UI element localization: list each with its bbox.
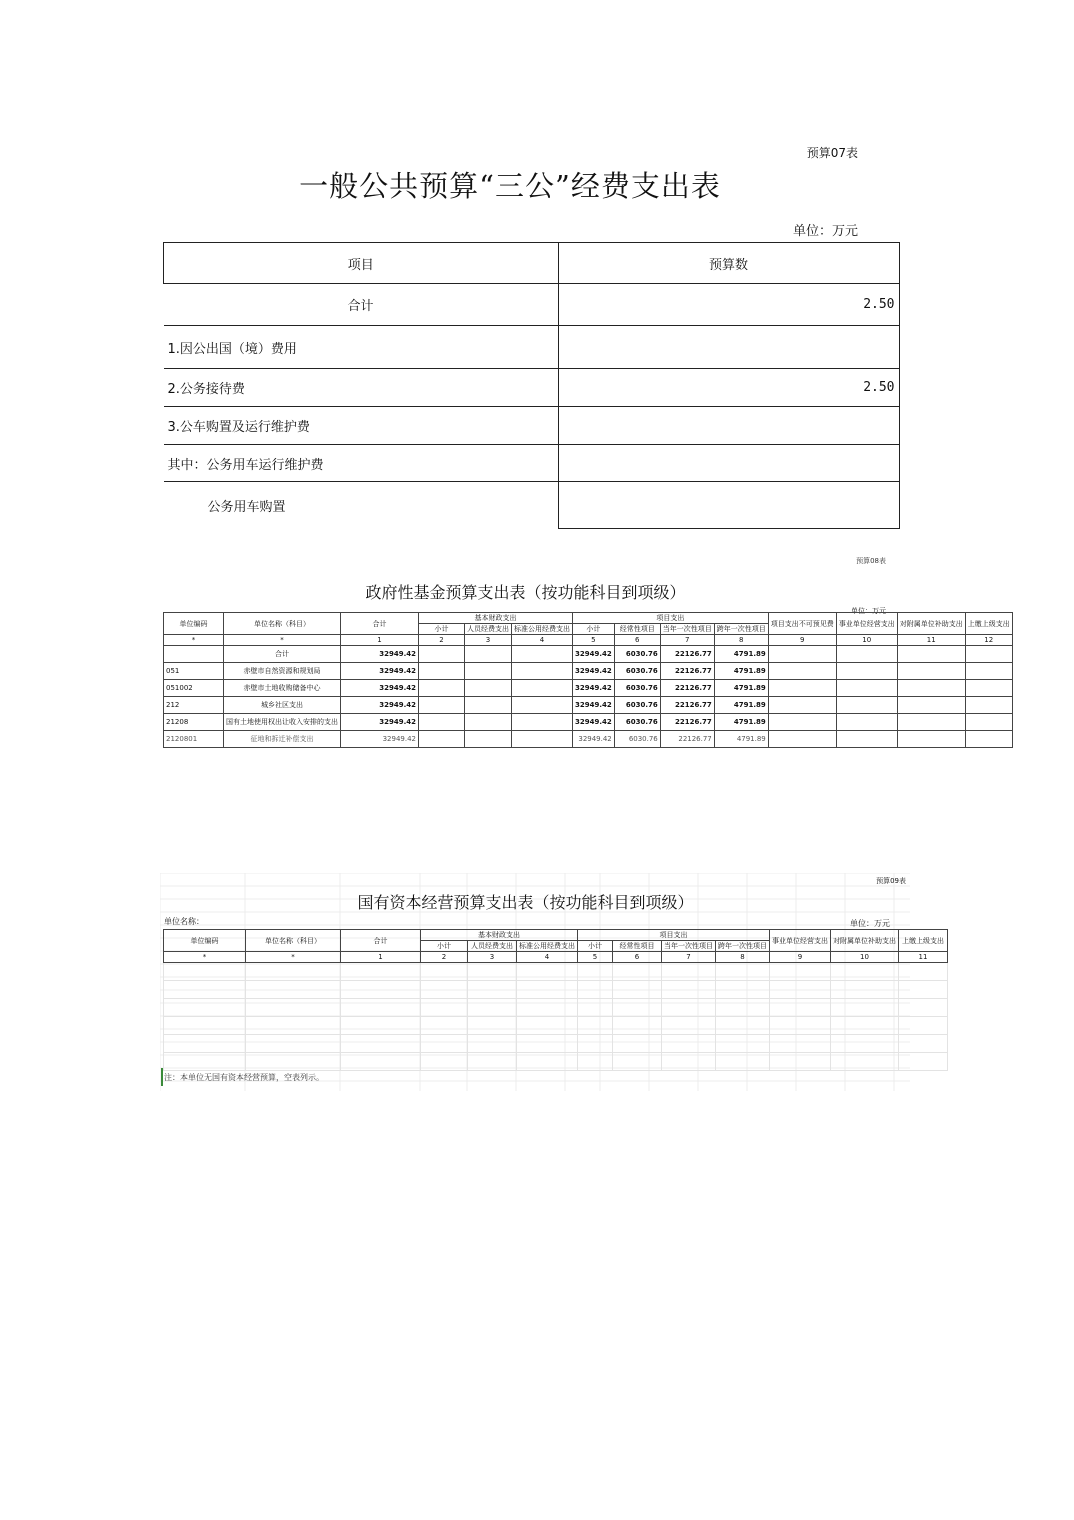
cell-regular: 6030.76 [614, 697, 660, 714]
cell-code [164, 646, 224, 663]
table-row [164, 963, 948, 981]
cell-empty [421, 981, 468, 999]
cell-code: 051002 [164, 680, 224, 697]
cell-empty [897, 663, 965, 680]
cell-code: 21208 [164, 714, 224, 731]
row-item: 1.因公出国（境）费用 [164, 326, 559, 369]
cell-empty [768, 697, 836, 714]
cell-empty [468, 1053, 517, 1071]
header-cross: 跨年一次性项目 [716, 941, 770, 952]
cell-empty [512, 663, 573, 680]
cell-empty [836, 697, 897, 714]
cell-empty [421, 1053, 468, 1071]
row-item: 其中：公务用车运行维护费 [164, 445, 559, 482]
cell-empty [836, 646, 897, 663]
table-row [164, 999, 948, 1017]
cell-cross: 4791.89 [714, 697, 768, 714]
cell-total: 32949.42 [341, 646, 419, 663]
index-cell: 3 [465, 635, 512, 646]
cell-empty [831, 1035, 899, 1053]
header-cur: 当年一次性项目 [662, 941, 716, 952]
cell-empty [768, 731, 836, 748]
cell-name: 城乡社区支出 [224, 697, 341, 714]
table-number-label: 预算08表 [856, 557, 886, 565]
cell-empty [512, 680, 573, 697]
index-cell: 1 [341, 952, 421, 963]
cell-sub2: 32949.42 [573, 714, 615, 731]
header-public: 标准公用经费支出 [517, 941, 578, 952]
row-value [558, 326, 899, 369]
header-c10: 事业单位经营支出 [836, 613, 897, 635]
cell-empty [517, 981, 578, 999]
header-item: 项目 [164, 243, 559, 284]
cell-empty [468, 1035, 517, 1053]
cell-empty [512, 731, 573, 748]
cell-empty [246, 1017, 341, 1035]
index-cell: 7 [662, 952, 716, 963]
header-basic: 基本财政支出 [421, 930, 578, 941]
table-row [164, 646, 1013, 663]
cell-empty [662, 981, 716, 999]
cell-empty [465, 663, 512, 680]
header-name: 单位名称（科目） [224, 613, 341, 635]
cell-sub2: 32949.42 [573, 697, 615, 714]
header-code: 单位编码 [164, 613, 224, 635]
index-cell: 12 [965, 635, 1012, 646]
cell-sub2: 32949.42 [573, 680, 615, 697]
cell-empty [468, 999, 517, 1017]
cell-regular: 6030.76 [614, 731, 660, 748]
row-item: 2.公务接待费 [164, 369, 559, 407]
cell-empty [578, 1053, 613, 1071]
cell-empty [578, 1035, 613, 1053]
cell-empty [613, 981, 662, 999]
cell-empty [468, 963, 517, 981]
index-cell: 11 [897, 635, 965, 646]
header-personnel: 人员经费支出 [468, 941, 517, 952]
index-cell: 5 [578, 952, 613, 963]
gov-fund-expense-table [163, 612, 1013, 748]
cell-empty [897, 646, 965, 663]
header-total: 合计 [341, 613, 419, 635]
cell-empty [836, 714, 897, 731]
table-row [164, 714, 1013, 731]
table-row [164, 1017, 948, 1035]
cell-empty [770, 963, 831, 981]
header-sub1: 小计 [419, 624, 465, 635]
cell-empty [164, 999, 246, 1017]
cell-empty [899, 963, 948, 981]
cell-empty [716, 981, 770, 999]
cell-sub2: 32949.42 [573, 663, 615, 680]
row-item: 3.公车购置及运行维护费 [164, 407, 559, 445]
cell-empty [465, 697, 512, 714]
table-number-label: 预算07表 [806, 146, 858, 160]
cell-empty [246, 999, 341, 1017]
cell-total: 32949.42 [341, 714, 419, 731]
cell-cross: 4791.89 [714, 663, 768, 680]
cell-empty [419, 646, 465, 663]
cell-empty [419, 714, 465, 731]
cell-empty [465, 646, 512, 663]
index-cell: 9 [770, 952, 831, 963]
table-row [164, 407, 900, 445]
cell-empty [831, 963, 899, 981]
cell-empty [768, 646, 836, 663]
unit-label: 单位：万元 [851, 607, 886, 615]
cell-empty [613, 1035, 662, 1053]
index-cell: * [164, 635, 224, 646]
header-cur: 当年一次性项目 [660, 624, 714, 635]
cell-empty [613, 1017, 662, 1035]
cell-empty [164, 1053, 246, 1071]
cell-empty [768, 663, 836, 680]
cell-empty [836, 731, 897, 748]
cell-empty [578, 999, 613, 1017]
three-public-expense-table [163, 242, 900, 529]
unit-label: 单位：万元 [792, 224, 858, 239]
cell-empty [716, 963, 770, 981]
cell-empty [662, 999, 716, 1017]
cell-total: 32949.42 [341, 731, 419, 748]
index-cell: 1 [341, 635, 419, 646]
cell-empty [716, 1053, 770, 1071]
index-cell: 10 [831, 952, 899, 963]
cell-empty [965, 697, 1012, 714]
header-c12: 上缴上级支出 [965, 613, 1012, 635]
cell-empty [512, 646, 573, 663]
cell-empty [341, 1053, 421, 1071]
cell-empty [341, 963, 421, 981]
table-row [164, 369, 900, 407]
cell-total: 32949.42 [341, 697, 419, 714]
index-cell: * [224, 635, 341, 646]
cell-empty [421, 1035, 468, 1053]
cell-empty [517, 1017, 578, 1035]
cell-empty [517, 963, 578, 981]
cell-empty [716, 1035, 770, 1053]
cell-empty [512, 714, 573, 731]
index-cell: 5 [573, 635, 615, 646]
cell-empty [246, 1053, 341, 1071]
cell-empty [341, 999, 421, 1017]
table-row [164, 1035, 948, 1053]
cell-empty [768, 714, 836, 731]
header-c10: 对附属单位补助支出 [831, 930, 899, 952]
cell-empty [899, 999, 948, 1017]
index-cell: 10 [836, 635, 897, 646]
cell-empty [164, 1035, 246, 1053]
cell-empty [465, 714, 512, 731]
header-sub1: 小计 [421, 941, 468, 952]
cell-empty [770, 1017, 831, 1035]
cell-cross: 4791.89 [714, 714, 768, 731]
header-c11: 上缴上级支出 [899, 930, 948, 952]
cell-empty [419, 731, 465, 748]
index-cell: 6 [614, 635, 660, 646]
cell-empty [164, 1017, 246, 1035]
cell-sub2: 32949.42 [573, 646, 615, 663]
index-cell: 11 [899, 952, 948, 963]
table-row [164, 284, 900, 326]
cell-empty [662, 963, 716, 981]
cell-empty [246, 1035, 341, 1053]
cell-empty [897, 714, 965, 731]
row-value [558, 482, 899, 529]
cell-empty [419, 680, 465, 697]
cell-empty [517, 1035, 578, 1053]
cell-empty [662, 1017, 716, 1035]
cell-empty [716, 1017, 770, 1035]
cell-name: 合计 [224, 646, 341, 663]
table-row [164, 731, 1013, 748]
index-cell: 2 [419, 635, 465, 646]
header-project: 项目支出 [573, 613, 769, 624]
table-row [164, 482, 900, 529]
row-value [558, 407, 899, 445]
cell-cur: 22126.77 [660, 646, 714, 663]
cell-empty [341, 981, 421, 999]
cell-empty [468, 981, 517, 999]
cell-empty [613, 963, 662, 981]
header-public: 标准公用经费支出 [512, 624, 573, 635]
cell-empty [965, 714, 1012, 731]
index-cell: 9 [768, 635, 836, 646]
cell-empty [465, 680, 512, 697]
header-c9: 项目支出不可预见费 [768, 613, 836, 635]
cell-empty [768, 680, 836, 697]
cell-empty [512, 697, 573, 714]
cell-empty [899, 1053, 948, 1071]
cell-empty [421, 1017, 468, 1035]
cell-empty [836, 680, 897, 697]
cell-empty [831, 981, 899, 999]
cell-empty [836, 663, 897, 680]
cell-empty [465, 731, 512, 748]
cell-cross: 4791.89 [714, 731, 768, 748]
cell-regular: 6030.76 [614, 663, 660, 680]
row-value: 2.50 [558, 284, 899, 326]
section-title: 国有资本经营预算支出表（按功能科目到项级） [357, 893, 694, 912]
cell-empty [897, 697, 965, 714]
header-basic: 基本财政支出 [419, 613, 573, 624]
cell-empty [899, 981, 948, 999]
cell-empty [578, 963, 613, 981]
cell-empty [421, 999, 468, 1017]
row-item: 公务用车购置 [164, 482, 559, 529]
cell-code: 2120801 [164, 731, 224, 748]
index-cell: * [246, 952, 341, 963]
cell-empty [421, 963, 468, 981]
unit-label: 单位：万元 [850, 919, 890, 928]
table-number-label: 预算09表 [876, 877, 906, 885]
footnote: 注：本单位无国有资本经营预算，空表列示。 [164, 1073, 324, 1082]
cell-empty [899, 1017, 948, 1035]
cell-cur: 22126.77 [660, 731, 714, 748]
header-c9: 事业单位经营支出 [770, 930, 831, 952]
unit-name-label: 单位名称： [164, 917, 204, 926]
header-sub2: 小计 [578, 941, 613, 952]
index-row [164, 635, 1013, 646]
cell-empty [578, 1017, 613, 1035]
cell-empty [164, 981, 246, 999]
table-row [164, 680, 1013, 697]
cell-empty [897, 731, 965, 748]
cell-empty [578, 981, 613, 999]
cell-sub2: 32949.42 [573, 731, 615, 748]
cell-empty [965, 731, 1012, 748]
cell-regular: 6030.76 [614, 680, 660, 697]
table-row [164, 697, 1013, 714]
cell-cur: 22126.77 [660, 663, 714, 680]
cell-empty [831, 999, 899, 1017]
index-cell: 2 [421, 952, 468, 963]
cell-empty [662, 1053, 716, 1071]
header-total: 合计 [341, 930, 421, 952]
cell-empty [613, 999, 662, 1017]
cell-empty [770, 1053, 831, 1071]
header-cross: 跨年一次性项目 [714, 624, 768, 635]
cell-empty [899, 1035, 948, 1053]
cell-regular: 6030.76 [614, 714, 660, 731]
cell-empty [662, 1035, 716, 1053]
section-title: 政府性基金预算支出表（按功能科目到项级） [365, 583, 686, 602]
cell-empty [965, 680, 1012, 697]
index-cell: 6 [613, 952, 662, 963]
cell-total: 32949.42 [341, 680, 419, 697]
cell-empty [716, 999, 770, 1017]
cell-empty [419, 663, 465, 680]
cell-empty [164, 963, 246, 981]
cell-empty [517, 999, 578, 1017]
index-cell: 3 [468, 952, 517, 963]
cell-name: 赤壁市自然资源和规划局 [224, 663, 341, 680]
cell-total: 32949.42 [341, 663, 419, 680]
header-budget: 预算数 [558, 243, 899, 284]
row-value [558, 445, 899, 482]
cell-empty [246, 963, 341, 981]
cell-empty [341, 1017, 421, 1035]
page-title: 一般公共预算“三公”经费支出表 [299, 169, 721, 203]
cell-empty [831, 1053, 899, 1071]
cell-empty [965, 663, 1012, 680]
table-row [164, 326, 900, 369]
table-row [164, 1053, 948, 1071]
cell-cross: 4791.89 [714, 646, 768, 663]
index-cell: * [164, 952, 246, 963]
table-row [164, 445, 900, 482]
cell-empty [770, 981, 831, 999]
cell-cur: 22126.77 [660, 714, 714, 731]
selection-marker [161, 1068, 163, 1086]
table-row [164, 663, 1013, 680]
cell-code: 212 [164, 697, 224, 714]
header-regular: 经常性项目 [613, 941, 662, 952]
header-c11: 对附属单位补助支出 [897, 613, 965, 635]
header-code: 单位编码 [164, 930, 246, 952]
cell-code: 051 [164, 663, 224, 680]
index-cell: 4 [512, 635, 573, 646]
cell-empty [468, 1017, 517, 1035]
index-cell: 8 [716, 952, 770, 963]
header-personnel: 人员经费支出 [465, 624, 512, 635]
index-cell: 4 [517, 952, 578, 963]
cell-empty [770, 999, 831, 1017]
index-cell: 8 [714, 635, 768, 646]
cell-empty [831, 1017, 899, 1035]
header-sub2: 小计 [573, 624, 615, 635]
cell-cross: 4791.89 [714, 680, 768, 697]
cell-empty [341, 1035, 421, 1053]
row-value: 2.50 [558, 369, 899, 407]
cell-empty [613, 1053, 662, 1071]
row-item: 合计 [164, 284, 559, 326]
header-name: 单位名称（科目） [246, 930, 341, 952]
index-row [164, 952, 948, 963]
table-row [164, 981, 948, 999]
cell-empty [517, 1053, 578, 1071]
cell-cur: 22126.77 [660, 697, 714, 714]
cell-empty [770, 1035, 831, 1053]
cell-name: 国有土地使用权出让收入安排的支出 [224, 714, 341, 731]
cell-empty [419, 697, 465, 714]
cell-empty [246, 981, 341, 999]
state-capital-expense-table [163, 929, 948, 1071]
header-project: 项目支出 [578, 930, 770, 941]
cell-empty [965, 646, 1012, 663]
cell-name: 赤壁市土地收购储备中心 [224, 680, 341, 697]
cell-regular: 6030.76 [614, 646, 660, 663]
cell-cur: 22126.77 [660, 680, 714, 697]
header-regular: 经常性项目 [614, 624, 660, 635]
cell-empty [897, 680, 965, 697]
cell-name: 征地和拆迁补偿支出 [224, 731, 341, 748]
index-cell: 7 [660, 635, 714, 646]
